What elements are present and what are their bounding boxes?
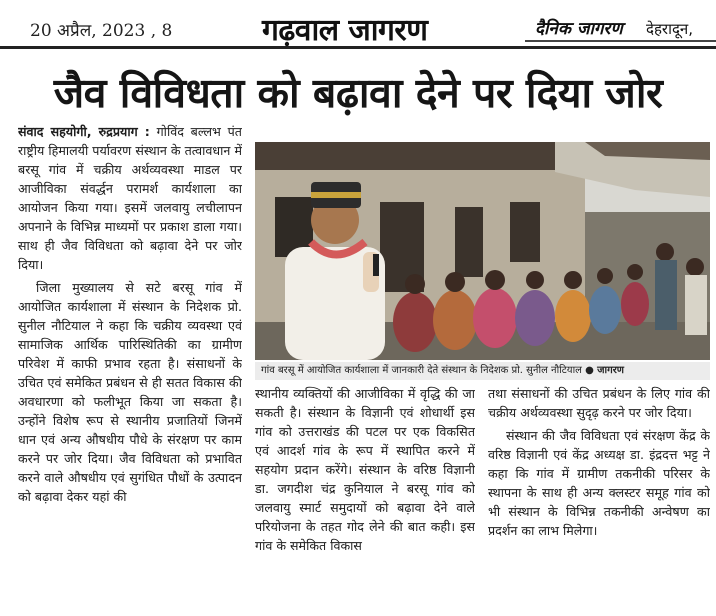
photo-credit: जागरण [597, 365, 625, 376]
article-paragraph: तथा संसाधनों की उचित प्रबंधन के लिए गांव की चक्रीय अर्थव्यवस्था सुदृढ़ करने पर जोर दिया। [488, 386, 710, 420]
article-paragraph [18, 122, 242, 274]
article-photo [255, 142, 710, 360]
masthead [0, 0, 716, 49]
caption-text: गांव बरसू में आयोजित कार्यशाला में जानकारी देते संस्थान के निदेशक प्रो. सुनील नौटियाल [261, 365, 582, 376]
article-paragraph: संस्थान की जैव विविधता एवं संरक्षण केंद्र के वरिष्ठ विज्ञानी एवं केंद्र अध्यक्ष डा. इंद्रदत्त भट्ट ने कहा कि गांव में ग्रामीण तकनीकी परिसर के स्थापना के साथ ही अन्य क्लस्टर समूह गांव को भी संस्थान के विभिन्न तकनीकी अन्वेषण का प्रदर्शन का लाभ मिलेगा। [488, 428, 710, 538]
newspaper-logo: दैनिक जागरण [535, 19, 623, 39]
article-paragraph: स्थानीय व्यक्तियों की आजीविका में वृद्धि की जा सकती है। संस्थान के विज्ञानी एवं शोधार्थी इस गांव को उत्तराखंड की पटल पर एक विकसित एवं आदर्श गांव के रूप में स्थापित करने में सहयोग प्रदान करेंगे। संस्थान के वरिष्ठ विज्ञानी डा. जगदीश चंद्र कुनियाल ने बरसू गांव को जलवायु स्मार्ट समुदायों को बढ़ावा देने वाले परियोजना के तहत गोद लेने की बात कही। इस गांव के समेकित विकास [255, 386, 475, 553]
paragraph-text: गोविंद बल्लभ पंत राष्ट्रीय हिमालयी पर्यावरण संस्थान के तत्वावधान में बरसू गांव में चक्रीय अर्थव्यवस्था माडल पर आजीविका संवर्द्धन परामर्श कार्यशाला का आयोजन किया गया। इसमें जलवायु लचीलापन अपनाने के विभिन्न माध्यमों पर प्रकाश डाला गया। साथ ही जैव विविधता को बढ़ावा देने पर जोर दिया। [18, 124, 242, 272]
masthead-rule [525, 40, 716, 42]
photo-caption [255, 362, 710, 380]
article-headline: जैव विविधता को बढ़ावा देने पर दिया जोर [53, 69, 663, 117]
issue-date: 20 अप्रैल, 2023 , 8 [30, 21, 173, 41]
photo-illustration [255, 142, 710, 360]
credit-icon: ● [585, 365, 594, 376]
article-paragraph: जिला मुख्यालय से सटे बरसू गांव में आयोजित कार्यशाला में संस्थान के निदेशक प्रो. सुनील नौटियाल ने कहा कि चक्रीय व्यवस्था एवं सामाजिक आर्थिक पारिस्थितिकी का ग्रामीण परिवेश में काफी प्रभाव रहता है। संसाधनों के उचित एवं समेकित प्रबंधन से ही सतत विकास की अवधारणा को फलीभूत किया जा सकता है। उन्होंने विशेष रूप से स्थानीय प्रजातियों जिनमें धान एवं अन्य औषधीय पौधे के संरक्षण पर काम करने पर जोर दिया। जैव विविधता को प्रभावित करने वाले औषधीय एवं सुगंधित पौधों के उत्पादन को बढ़ावा देकर यहां की [18, 280, 242, 504]
section-title: गढ़वाल जागरण [262, 13, 428, 48]
article-column-2 [255, 384, 475, 616]
article-column-3 [488, 384, 710, 616]
article-column-1 [18, 122, 242, 616]
edition-city: देहरादून, [646, 20, 694, 38]
byline: संवाद सहयोगी, रुद्रप्रयाग : [18, 124, 150, 139]
